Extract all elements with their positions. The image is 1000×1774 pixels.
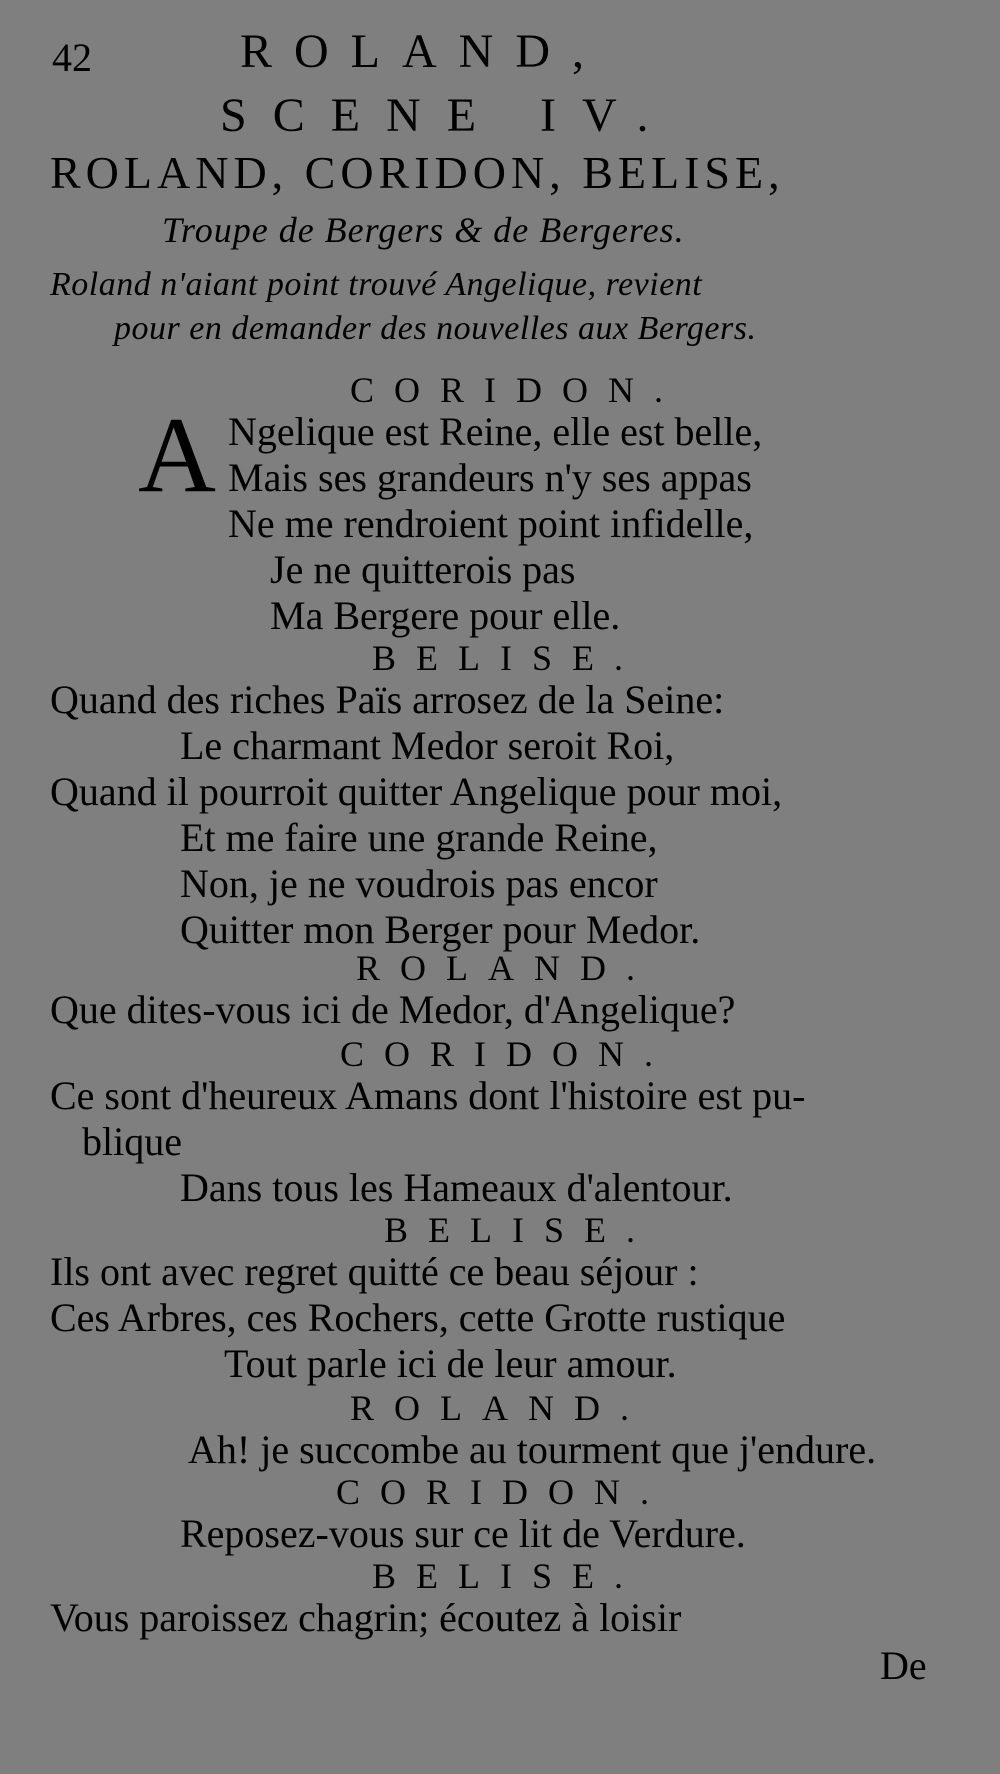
- verse-line: Quitter mon Berger pour Medor.: [180, 907, 701, 952]
- verse-line: Quand il pourroit quitter Angelique pour moi,: [50, 769, 783, 814]
- verse-line: Dans tous les Hameaux d'alentour.: [180, 1165, 733, 1210]
- verse-line: Et me faire une grande Reine,: [180, 815, 658, 860]
- catchword: De: [880, 1643, 927, 1688]
- speaker-heading: BELISE.: [372, 638, 643, 678]
- speaker-heading: CORIDON.: [336, 1472, 670, 1512]
- stage-direction-line-1: Roland n'aiant point trouvé Angelique, revient: [50, 266, 703, 303]
- verse-line: Tout parle ici de leur amour.: [224, 1341, 677, 1386]
- speaker-heading: ROLAND.: [356, 948, 655, 988]
- speaker-heading: CORIDON.: [350, 370, 684, 410]
- drop-capital: A: [138, 396, 216, 515]
- verse-line: Non, je ne voudrois pas encor: [180, 861, 658, 906]
- verse-line: Quand des riches Païs arrosez de la Seine:: [50, 677, 725, 722]
- speaker-heading: CORIDON.: [340, 1034, 674, 1074]
- verse-line: Le charmant Medor seroit Roi,: [180, 723, 675, 768]
- stage-direction-line-2: pour en demander des nouvelles aux Bergers.: [114, 310, 757, 347]
- verse-line: Ne me rendroient point infidelle,: [228, 501, 754, 546]
- verse-line: Je ne quitterois pas: [270, 547, 576, 592]
- running-head: ROLAND,: [240, 25, 606, 78]
- cast-list: ROLAND, CORIDON, BELISE,: [50, 147, 785, 198]
- verse-line: blique: [82, 1119, 182, 1164]
- speaker-heading: BELISE.: [372, 1556, 643, 1596]
- verse-line: Que dites-vous ici de Medor, d'Angelique?: [50, 987, 736, 1032]
- troupe-line: Troupe de Bergers & de Bergeres.: [162, 210, 685, 250]
- verse-line: Ce sont d'heureux Amans dont l'histoire est pu-: [50, 1073, 806, 1118]
- verse-line: Reposez-vous sur ce lit de Verdure.: [180, 1511, 746, 1556]
- verse-line: Mais ses grandeurs n'y ses appas: [228, 455, 752, 500]
- verse-line: Ils ont avec regret quitté ce beau séjour :: [50, 1249, 699, 1294]
- speaker-heading: ROLAND.: [350, 1388, 649, 1428]
- speaker-heading: BELISE.: [384, 1210, 655, 1250]
- verse-line: Vous paroissez chagrin; écoutez à loisir: [50, 1595, 682, 1640]
- verse-line: Ces Arbres, ces Rochers, cette Grotte rustique: [50, 1295, 786, 1340]
- page-number: 42: [52, 35, 92, 80]
- verse-line: Ah! je succombe au tourment que j'endure.: [188, 1427, 877, 1472]
- scene-title: SCENE IV.: [220, 89, 675, 142]
- verse-line: Ma Bergere pour elle.: [270, 593, 621, 638]
- verse-line: Ngelique est Reine, elle est belle,: [228, 409, 763, 454]
